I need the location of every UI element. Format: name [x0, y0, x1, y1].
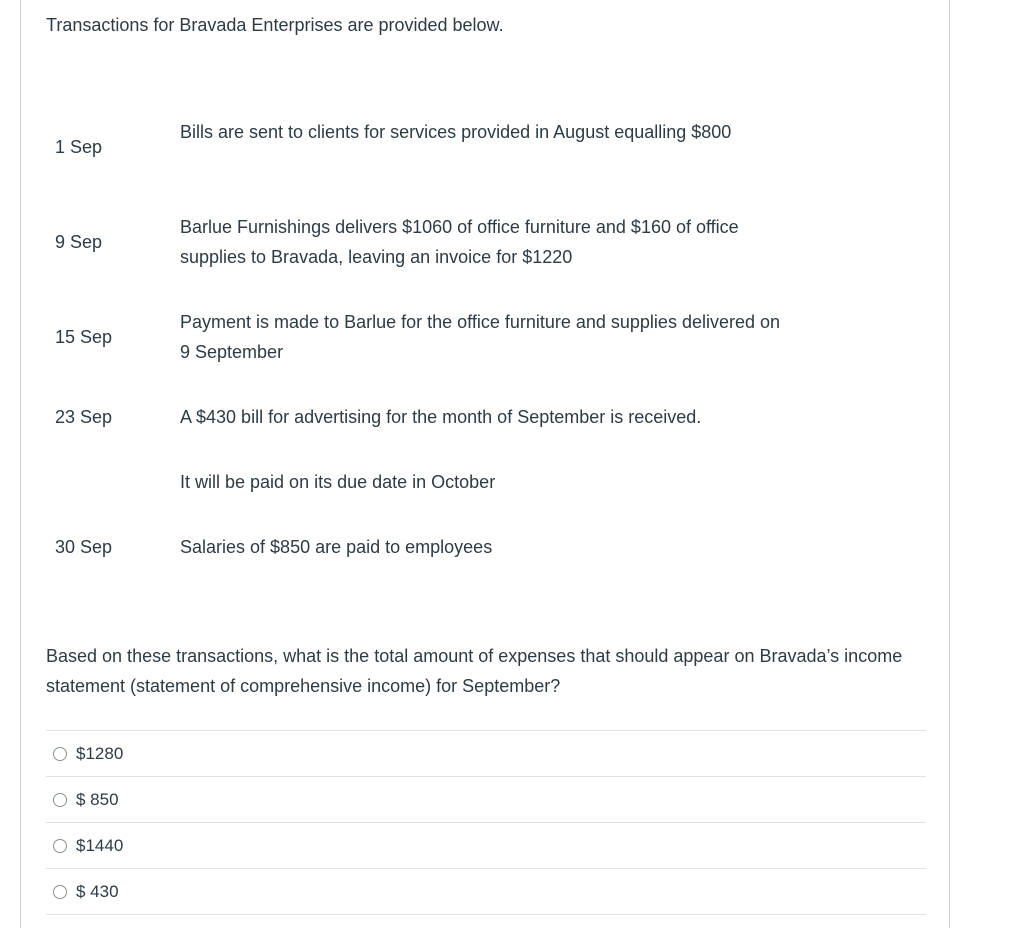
answer-label[interactable]: $ 850: [76, 789, 119, 809]
radio-button[interactable]: [53, 885, 67, 899]
transaction-description: It will be paid on its due date in October: [180, 472, 496, 492]
answer-list: [46, 730, 926, 915]
transaction-description: Barlue Furnishings delivers $1060 of office furniture and $160 of office supplies to Bravada, leaving an invoice for $1220: [180, 217, 739, 267]
transaction-description: Salaries of $850 are paid to employees: [180, 537, 493, 557]
radio-button[interactable]: [53, 839, 67, 853]
question-text: Based on these transactions, what is the total amount of expenses that should appear on Bravada’s income statement (statement of comprehensive income) for September?: [46, 646, 903, 696]
radio-button[interactable]: [53, 793, 67, 807]
transaction-date: 9 Sep: [55, 232, 103, 252]
transaction-description: Bills are sent to clients for services provided in August equalling $800: [180, 122, 732, 142]
transaction-date: 1 Sep: [55, 137, 103, 157]
transaction-date: 30 Sep: [55, 537, 113, 557]
transaction-description: Payment is made to Barlue for the office furniture and supplies delivered on 9 September: [180, 312, 781, 362]
answer-option-3[interactable]: [46, 823, 926, 869]
radio-button[interactable]: [53, 747, 67, 761]
transaction-date: 15 Sep: [55, 327, 113, 347]
transaction-date: 23 Sep: [55, 407, 113, 427]
transaction-description: A $430 bill for advertising for the month of September is received.: [180, 407, 702, 427]
answer-label[interactable]: $1280: [76, 743, 124, 763]
answer-option-1[interactable]: [46, 731, 926, 777]
intro-text: Transactions for Bravada Enterprises are provided below.: [46, 15, 504, 35]
answer-option-2[interactable]: [46, 777, 926, 823]
answer-label[interactable]: $ 430: [76, 881, 119, 901]
answer-option-4[interactable]: [46, 869, 926, 915]
answer-label[interactable]: $1440: [76, 835, 124, 855]
